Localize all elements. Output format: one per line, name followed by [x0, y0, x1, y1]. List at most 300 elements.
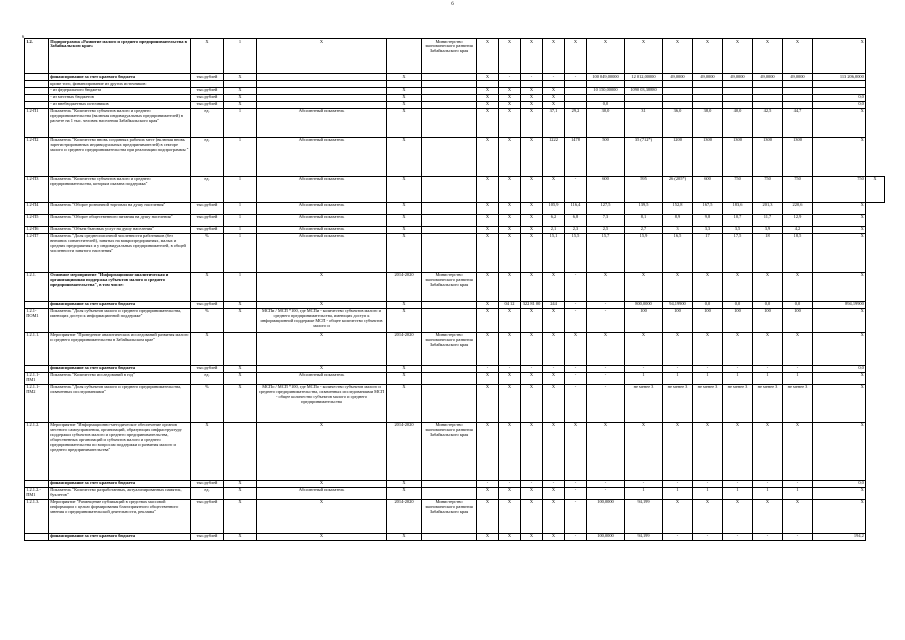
table-cell: [663, 87, 693, 94]
table-cell: -: [521, 365, 543, 372]
table-cell: -: [565, 74, 587, 81]
table-cell: 3,5: [723, 226, 753, 233]
table-cell: 3,9: [753, 226, 783, 233]
table-cell: X: [224, 365, 257, 372]
table-cell: X: [224, 301, 257, 308]
table-cell: X: [477, 233, 499, 272]
table-cell: 0,0: [753, 301, 783, 308]
table-cell: X: [224, 308, 257, 332]
table-cell: 100,0000: [587, 499, 625, 533]
table-cell: -: [587, 365, 625, 372]
table-row: [25, 499, 885, 533]
table-cell: 1222: [543, 137, 565, 176]
table-cell: 38,0: [693, 108, 723, 137]
table-cell: X: [521, 108, 543, 137]
table-cell: -: [783, 480, 813, 487]
page-number: 6: [451, 2, 454, 7]
table-cell: X: [387, 480, 422, 487]
table-cell: тыс.рублей: [191, 365, 224, 372]
table-cell: X: [866, 176, 885, 202]
table-cell: X: [477, 499, 499, 533]
table-cell: 1.2.1.1.: [25, 332, 49, 365]
table-cell: -: [543, 74, 565, 81]
table-cell: 3: [663, 226, 693, 233]
table-cell: 194,2: [813, 533, 866, 540]
table-cell: 8,1: [625, 214, 663, 226]
table-cell: X: [723, 39, 753, 74]
table-cell: X: [693, 332, 723, 365]
table-cell: 1300: [723, 137, 753, 176]
table-cell: 0,0: [783, 301, 813, 308]
table-cell: 100: [783, 308, 813, 332]
table-cell: X: [813, 384, 866, 422]
table-cell: 1: [693, 372, 723, 384]
table-cell: тыс.рублей: [191, 533, 224, 540]
table-cell: [25, 74, 49, 81]
table-cell: X: [587, 332, 625, 365]
table-cell: X: [499, 487, 521, 499]
table-cell: [625, 81, 663, 88]
table-cell: [257, 74, 387, 81]
table-cell: -: [587, 301, 625, 308]
table-cell: X: [387, 233, 422, 272]
table-cell: X: [543, 533, 565, 540]
table-cell: [25, 94, 49, 101]
table-cell: 35 (712*): [625, 137, 663, 176]
table-cell: Абсолютный показатель: [257, 214, 387, 226]
table-cell: 100 049,00000: [587, 74, 625, 81]
table-cell: X: [191, 332, 224, 365]
table-cell: 127,5: [587, 202, 625, 214]
table-cell: Министерство экономического развития Забайкальского края: [422, 272, 477, 301]
table-row: [25, 101, 885, 108]
table-cell: X: [625, 272, 663, 301]
table-cell: 1: [224, 233, 257, 272]
table-cell: -: [723, 480, 753, 487]
table-row: [25, 332, 885, 365]
table-cell: X: [693, 499, 723, 533]
table-cell: X: [521, 202, 543, 214]
program-table: [24, 38, 885, 541]
table-cell: 152,8: [663, 202, 693, 214]
table-cell: X: [387, 214, 422, 226]
table-cell: -: [565, 308, 587, 332]
table-cell: X: [257, 39, 387, 74]
table-cell: 18: [753, 233, 783, 272]
table-cell: [224, 422, 257, 480]
table-cell: 1: [783, 487, 813, 499]
table-cell: X: [813, 272, 866, 301]
table-cell: -: [565, 272, 587, 301]
table-cell: [499, 81, 521, 88]
table-row: [25, 81, 885, 88]
table-cell: X: [387, 384, 422, 422]
table-cell: [587, 94, 625, 101]
table-cell: [543, 81, 565, 88]
table-cell: 1: [625, 487, 663, 499]
table-cell: 49,0000: [693, 74, 723, 81]
table-cell: 100: [663, 308, 693, 332]
table-cell: 15,9: [625, 233, 663, 272]
table-cell: X: [625, 39, 663, 74]
table-cell: X: [587, 422, 625, 480]
table-cell: 17,5: [723, 233, 753, 272]
table-cell: Абсолютный показатель: [257, 487, 387, 499]
table-cell: X: [499, 94, 521, 101]
table-cell: 4,2: [783, 226, 813, 233]
table-cell: тыс.рублей: [191, 301, 224, 308]
table-cell: [257, 87, 387, 94]
table-cell: [565, 87, 587, 94]
table-cell: 30,0: [587, 108, 625, 137]
table-cell: X: [693, 422, 723, 480]
table-cell: X: [224, 499, 257, 533]
table-cell: 1300: [783, 137, 813, 176]
table-cell: 0,0: [693, 301, 723, 308]
table-cell: X: [723, 272, 753, 301]
table-cell: 1: [723, 487, 753, 499]
table-cell: X: [543, 39, 565, 74]
table-cell: 40,0: [723, 108, 753, 137]
table-cell: X: [499, 332, 521, 365]
table-cell: не менее 3: [783, 384, 813, 422]
table-cell: 1: [224, 272, 257, 301]
table-cell: X: [521, 372, 543, 384]
table-cell: -: [521, 480, 543, 487]
table-cell: 1: [224, 39, 257, 74]
table-cell: -: [663, 533, 693, 540]
table-cell: 6,8: [565, 214, 587, 226]
table-cell: X: [499, 226, 521, 233]
table-cell: [422, 301, 477, 308]
table-cell: X: [477, 101, 499, 108]
table-cell: X: [499, 176, 521, 202]
table-cell: X: [663, 272, 693, 301]
table-cell: 1: [783, 372, 813, 384]
table-cell: [422, 176, 477, 202]
table-cell: 12 012,00000: [625, 74, 663, 81]
table-cell: 2,7: [625, 226, 663, 233]
table-cell: Показатель "Доля субъектов малого и среднего предпринимательства, охваченных исследованиями": [49, 384, 191, 422]
table-cell: [422, 487, 477, 499]
table-cell: 15,5: [565, 233, 587, 272]
table-cell: Показатель "Количество субъектов малого и среднего предпринимательства (включая индивидуальных предпринимателей) в расчете на 1 тыс. человек населения Забайкальского края": [49, 108, 191, 137]
table-cell: [693, 87, 723, 94]
table-cell: 1: [224, 214, 257, 226]
table-cell: X: [387, 137, 422, 176]
table-cell: 1.2-П7: [25, 233, 49, 272]
table-cell: X: [813, 214, 866, 226]
table-cell: X: [813, 332, 866, 365]
table-cell: [422, 101, 477, 108]
table-cell: X: [813, 499, 866, 533]
table-cell: [422, 74, 477, 81]
table-cell: кроме того, финансирование из других источников:: [49, 81, 191, 88]
table-cell: X: [783, 332, 813, 365]
table-cell: 42,5: [753, 108, 783, 137]
table-cell: X: [224, 480, 257, 487]
table-cell: X: [387, 301, 422, 308]
table-cell: не менее 3: [625, 384, 663, 422]
table-cell: X: [813, 372, 866, 384]
table-cell: X: [663, 332, 693, 365]
table-cell: X: [387, 487, 422, 499]
table-cell: МСПо / МСП *100, где МСПо - количество субъектов малого и среднего предпринимательства, охваченных исследованиями МСП - общее количество субъектов малого и среднего предпринимательства: [257, 384, 387, 422]
table-cell: - из федерального бюджета: [49, 87, 191, 94]
table-cell: X: [543, 94, 565, 101]
table-cell: Мероприятие "Информационно-методическое обеспечение органов местного самоуправления, организаций, образующих инфраструктуру поддержки субъектов малого и среднего предпринимательства, общественных организаций и субъектов малого и среднего предпринимательства по вопросам поддержки и развития малого и среднего предпринимательства": [49, 422, 191, 480]
table-cell: X: [813, 226, 866, 233]
table-cell: 139,5: [625, 202, 663, 214]
table-cell: финансирование за счет краевого бюджета: [49, 365, 191, 372]
table-cell: 894,19900: [813, 301, 866, 308]
table-cell: X: [521, 499, 543, 533]
table-cell: Министерство экономического развития Забайкальского края: [422, 422, 477, 480]
table-cell: X: [191, 272, 224, 301]
table-cell: 94,199: [625, 499, 663, 533]
table-cell: 100,0000: [587, 533, 625, 540]
table-cell: X: [191, 39, 224, 74]
table-cell: X: [813, 137, 866, 176]
table-cell: Показатель "Оборот общественного питания на душу населения": [49, 214, 191, 226]
table-cell: -: [499, 365, 521, 372]
table-cell: X: [543, 272, 565, 301]
table-cell: 1: [224, 137, 257, 176]
table-cell: 1: [663, 372, 693, 384]
table-cell: -: [783, 365, 813, 372]
table-row: [25, 39, 885, 74]
table-cell: 2,5: [587, 226, 625, 233]
table-cell: -: [753, 533, 783, 540]
table-cell: тыс.рублей: [191, 499, 224, 533]
table-cell: X: [477, 214, 499, 226]
table-cell: X: [477, 226, 499, 233]
table-cell: 3,3: [693, 226, 723, 233]
table-cell: -: [723, 365, 753, 372]
table-cell: X: [543, 308, 565, 332]
table-cell: X: [477, 332, 499, 365]
table-cell: 37,1: [543, 108, 565, 137]
table-cell: 1090 03,38880: [625, 87, 663, 94]
table-cell: -: [693, 365, 723, 372]
table-cell: X: [387, 533, 422, 540]
table-cell: тыс.рублей: [191, 101, 224, 108]
table-cell: X: [565, 39, 587, 74]
table-cell: -: [587, 384, 625, 422]
table-cell: X: [387, 308, 422, 332]
table-cell: X: [257, 272, 387, 301]
table-cell: [723, 94, 753, 101]
table-cell: 2014-2020: [387, 499, 422, 533]
table-cell: -: [477, 365, 499, 372]
table-cell: -: [587, 372, 625, 384]
table-cell: тыс.рублей: [191, 94, 224, 101]
table-cell: X: [783, 499, 813, 533]
table-cell: -: [663, 480, 693, 487]
table-cell: 10,7: [723, 214, 753, 226]
table-cell: -: [625, 365, 663, 372]
table-cell: X: [521, 487, 543, 499]
table-cell: ед.: [191, 108, 224, 137]
table-cell: - из местных бюджетов: [49, 94, 191, 101]
table-cell: X: [224, 533, 257, 540]
table-cell: 1.2.1.1-ПМ1: [25, 372, 49, 384]
table-cell: X: [693, 39, 723, 74]
table-cell: 1.2-П4: [25, 202, 49, 214]
table-cell: -: [565, 480, 587, 487]
table-cell: X: [224, 101, 257, 108]
table-cell: [422, 202, 477, 214]
table-cell: X: [565, 332, 587, 365]
table-cell: [387, 39, 422, 74]
table-cell: X: [477, 39, 499, 74]
table-cell: 1: [625, 372, 663, 384]
table-cell: -: [565, 301, 587, 308]
table-cell: X: [477, 422, 499, 480]
table-cell: [257, 81, 387, 88]
table-cell: Основное мероприятие "Информационно-аналитическая и организационная поддержка субъектов малого и среднего предпринимательства", в том числе:: [49, 272, 191, 301]
table-cell: 10 150,00000: [587, 87, 625, 94]
table-cell: X: [753, 499, 783, 533]
table-cell: 49,0000: [753, 74, 783, 81]
table-cell: 1200: [663, 137, 693, 176]
table-cell: [224, 332, 257, 365]
table-cell: 1.2.1-ПОМ1: [25, 308, 49, 332]
table-cell: %: [191, 308, 224, 332]
table-cell: -: [753, 480, 783, 487]
table-cell: X: [224, 372, 257, 384]
table-cell: -: [565, 372, 587, 384]
table-cell: X: [499, 202, 521, 214]
table-cell: 49,0000: [783, 74, 813, 81]
table-cell: 100: [693, 308, 723, 332]
table-cell: 1.2-П5: [25, 214, 49, 226]
table-cell: X: [387, 365, 422, 372]
table-cell: ед.: [191, 176, 224, 202]
table-cell: X: [813, 487, 866, 499]
table-cell: [783, 87, 813, 94]
table-cell: 105,9: [543, 202, 565, 214]
table-cell: X: [521, 137, 543, 176]
table-cell: [693, 81, 723, 88]
table-cell: X: [499, 499, 521, 533]
table-cell: 29,2: [565, 108, 587, 137]
table-row: [25, 372, 885, 384]
table-cell: -: [565, 365, 587, 372]
table-cell: X: [499, 39, 521, 74]
table-cell: [693, 94, 723, 101]
table-cell: X: [387, 87, 422, 94]
table-cell: [25, 81, 49, 88]
table-cell: X: [499, 214, 521, 226]
table-cell: -: [587, 487, 625, 499]
table-cell: X: [543, 101, 565, 108]
table-cell: 1.2.1.1-ПМ2: [25, 384, 49, 422]
table-cell: X: [499, 108, 521, 137]
table-cell: 31: [625, 108, 663, 137]
table-cell: 2014-2020: [387, 332, 422, 365]
table-cell: 0,0: [723, 301, 753, 308]
table-cell: [25, 87, 49, 94]
table-cell: 1.2.: [25, 39, 49, 74]
table-cell: X: [521, 533, 543, 540]
table-cell: X: [477, 308, 499, 332]
table-cell: 04 12: [499, 301, 521, 308]
table-cell: 167,5: [693, 202, 723, 214]
table-cell: X: [477, 384, 499, 422]
table-cell: [753, 87, 783, 94]
table-cell: [521, 81, 543, 88]
table-cell: 600: [693, 176, 723, 202]
table-cell: [422, 372, 477, 384]
table-cell: 8,9: [663, 214, 693, 226]
table-cell: X: [543, 487, 565, 499]
table-cell: X: [521, 332, 543, 365]
table-cell: 1: [693, 487, 723, 499]
table-cell: -: [565, 384, 587, 422]
table-cell: 1: [224, 108, 257, 137]
table-cell: X: [477, 202, 499, 214]
table-cell: X: [257, 422, 387, 480]
table-cell: 49,0000: [663, 74, 693, 81]
table-cell: 11,7: [753, 214, 783, 226]
table-cell: X: [663, 499, 693, 533]
table-cell: 0,0: [813, 94, 866, 101]
table-cell: не менее 3: [693, 384, 723, 422]
table-cell: не менее 3: [663, 384, 693, 422]
table-cell: X: [625, 422, 663, 480]
table-cell: X: [224, 87, 257, 94]
table-cell: 750: [723, 176, 753, 202]
table-cell: -: [543, 480, 565, 487]
table-cell: X: [783, 39, 813, 74]
table-cell: X: [723, 332, 753, 365]
table-cell: 595: [625, 176, 663, 202]
table-cell: финансирование за счет краевого бюджета: [49, 480, 191, 487]
table-row: [25, 422, 885, 480]
table-cell: тыс.рублей: [191, 226, 224, 233]
table-cell: 0,0: [813, 365, 866, 372]
table-cell: [783, 94, 813, 101]
table-cell: X: [191, 422, 224, 480]
margin-mark: 6: [22, 34, 25, 39]
table-cell: X: [499, 272, 521, 301]
table-cell: -: [723, 533, 753, 540]
table-cell: [25, 301, 49, 308]
table-cell: X: [753, 332, 783, 365]
table-cell: тыс.рублей: [191, 480, 224, 487]
table-cell: -: [477, 480, 499, 487]
table-cell: МСПи / МСП *100, где МСПи - количество субъектов малого и среднего предпринимательства, имеющих доступ к информационной поддержке МСП - общее количество субъектов малого и: [257, 308, 387, 332]
table-cell: -: [693, 533, 723, 540]
table-cell: X: [521, 422, 543, 480]
table-cell: 16,5: [663, 233, 693, 272]
table-row: [25, 94, 885, 101]
table-cell: -: [565, 487, 587, 499]
table-cell: Министерство экономического развития Забайкальского края: [422, 499, 477, 533]
table-cell: [813, 81, 866, 88]
table-cell: 0,0: [813, 101, 866, 108]
table-cell: X: [257, 533, 387, 540]
table-cell: X: [521, 39, 543, 74]
table-cell: [422, 533, 477, 540]
table-cell: X: [543, 176, 565, 202]
table-row: [25, 301, 885, 308]
table-cell: [783, 101, 813, 108]
table-cell: 7,3: [587, 214, 625, 226]
table-cell: X: [813, 202, 866, 214]
table-cell: X: [521, 214, 543, 226]
